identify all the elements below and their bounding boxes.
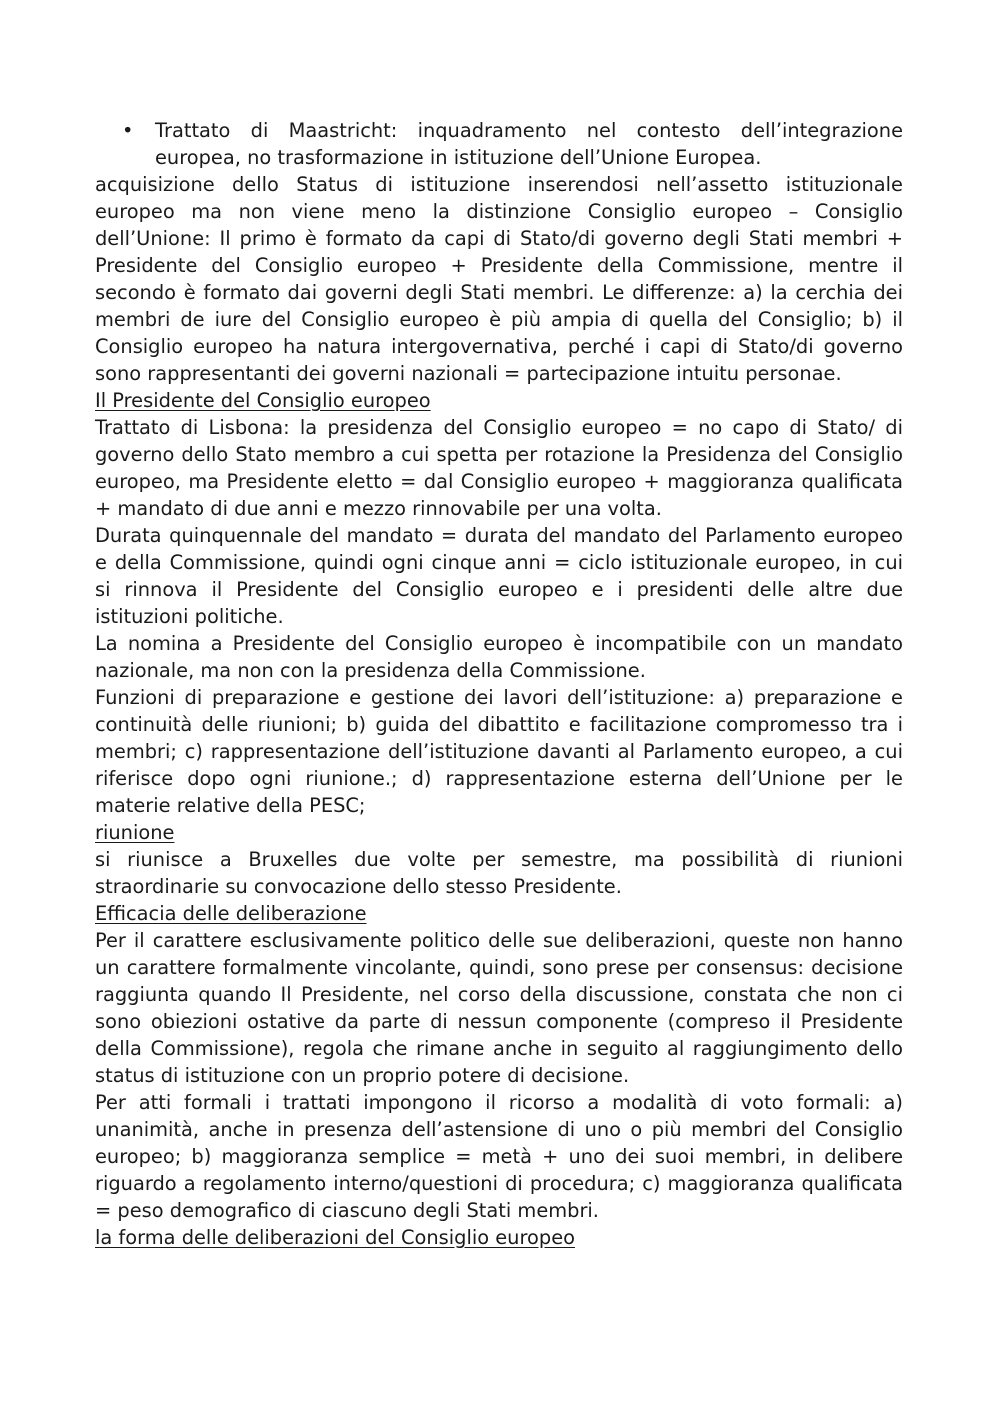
paragraph-voto-formale: Per atti formali i trattati impongono il ricorso a modalità di voto formali: a) unanimità, anche in presenza dell’astensione di uno o più membri del Consiglio europeo; b) maggioranza semplice = metà + uno dei suoi membri, in delibere riguardo a regolamento interno/questioni di procedura; c) maggioranza qualificata = peso demografico di ciascuno degli Stati membri. xyxy=(95,1091,903,1222)
paragraph-durata-mandato: Durata quinquennale del mandato = durata del mandato del Parlamento europeo e della Commissione, quindi ogni cinque anni = ciclo istituzionale europeo, in cui si rinnova il Presidente del Consiglio europeo e i presidenti delle altre due istituzioni politiche. xyxy=(95,524,903,628)
heading-forma-deliberazioni: la forma delle deliberazioni del Consiglio europeo xyxy=(95,1226,575,1249)
paragraph-nomina: La nomina a Presidente del Consiglio europeo è incompatibile con un mandato nazionale, ma non con la presidenza della Commissione. xyxy=(95,632,903,682)
paragraph-status-istituzione: acquisizione dello Status di istituzione inserendosi nell’assetto istituzionale europeo ma non viene meno la distinzione Consiglio europeo – Consiglio dell’Unione: Il primo è formato da capi di Stato/di governo degli Stati membri + Presidente del Consiglio europeo + Presidente della Commissione, mentre il secondo è formato dai governi degli Stati membri. Le differenze: a) la cerchia dei membri de iure del Consiglio europeo è più ampia di quella del Consiglio; b) il Consiglio europeo ha natura intergovernativa, perché i capi di Stato/di governo sono rappresentanti dei governi nazionali = partecipazione intuitu personae. xyxy=(95,173,903,385)
heading-presidente: Il Presidente del Consiglio europeo xyxy=(95,389,431,412)
bullet-marker: • xyxy=(122,119,134,142)
bullet-text: Trattato di Maastricht: inquadramento nel contesto dell’integrazione europea, no trasformazione in istituzione dell’Unione Europea. xyxy=(155,119,903,169)
heading-riunione: riunione xyxy=(95,821,175,844)
heading-efficacia: Efficacia delle deliberazione xyxy=(95,902,367,925)
paragraph-consensus: Per il carattere esclusivamente politico delle sue deliberazioni, queste non hanno un carattere formalmente vincolante, quindi, sono prese per consensus: decisione raggiunta quando Il Presidente, nel corso della discussione, constata che non ci sono obiezioni ostative da parte di nessun componente (compreso il Presidente della Commissione), regola che rimane anche in seguito al raggiungimento dello status di istituzione con un proprio potere di decisione. xyxy=(95,929,903,1087)
bullet-item xyxy=(95,117,903,171)
paragraph-riunione: si riunisce a Bruxelles due volte per semestre, ma possibilità di riunioni straordinarie su convocazione dello stesso Presidente. xyxy=(95,848,903,898)
paragraph-lisbona: Trattato di Lisbona: la presidenza del Consiglio europeo = no capo di Stato/ di governo dello Stato membro a cui spetta per rotazione la Presidenza del Consiglio europeo, ma Presidente eletto = dal Consiglio europeo + maggioranza qualificata + mandato di due anni e mezzo rinnovabile per una volta. xyxy=(95,416,903,520)
document-page xyxy=(95,117,903,1251)
paragraph-funzioni: Funzioni di preparazione e gestione dei lavori dell’istituzione: a) preparazione e continuità delle riunioni; b) guida del dibattito e facilitazione compromesso tra i membri; c) rappresentazione dell’istituzione davanti al Parlamento europeo, a cui riferisce dopo ogni riunione.; d) rappresentazione esterna dell’Unione per le materie relative della PESC; xyxy=(95,686,903,817)
